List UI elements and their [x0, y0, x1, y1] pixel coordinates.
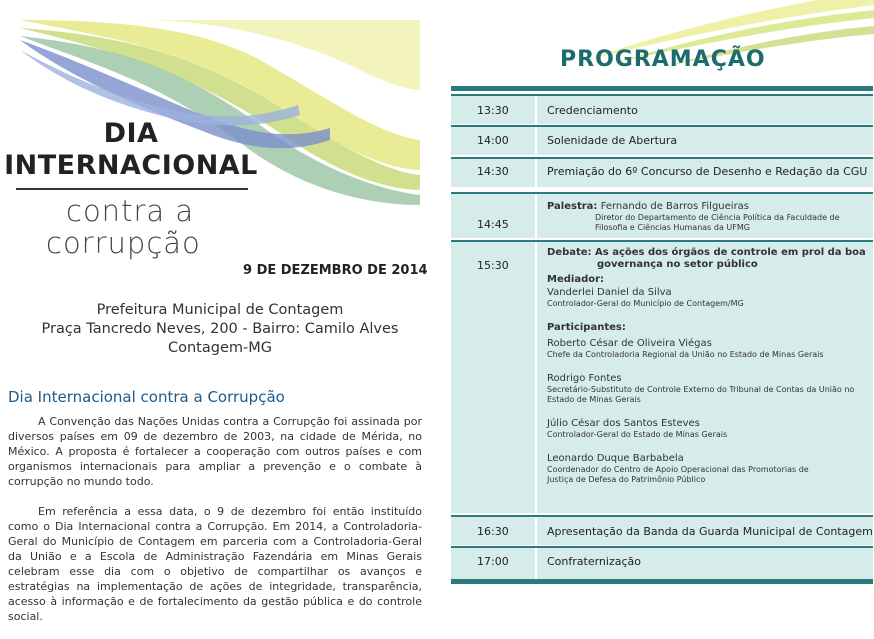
participant-role: Estado de Minas Gerais	[547, 395, 641, 404]
mediador-label: Mediador:	[547, 274, 605, 285]
debate-title: As ações dos órgãos de controle em prol da boa	[595, 247, 866, 258]
program-row	[451, 94, 873, 124]
section-title: Dia Internacional contra a Corrupção	[8, 388, 285, 406]
title-contra-a: contra a	[66, 194, 195, 228]
row-divider	[535, 517, 537, 545]
participant-role: Secretário-Substituto de Controle Externo do Tribunal de Contas da União no	[547, 385, 855, 394]
mediador-name: Vanderlei Daniel da Silva	[547, 287, 672, 298]
participant-role: Coordenador do Centro de Apoio Operacional das Promotorias de	[547, 465, 809, 474]
title-corrupcao: corrupção	[46, 226, 201, 260]
row-divider	[535, 159, 537, 187]
participant-role: Controlador-Geral do Estado de Minas Gerais	[547, 430, 728, 439]
venue-city: Contagem-MG	[168, 340, 272, 356]
title-dia: DIA	[103, 118, 159, 149]
row-label: Apresentação da Banda da Guarda Municipal de Contagem	[547, 525, 873, 538]
row-label: Premiação do 6º Concurso de Desenho e Redação da CGU	[547, 165, 868, 178]
body-text	[8, 414, 422, 639]
flyer-left-panel	[0, 0, 437, 623]
participant-name: Roberto César de Oliveira Viégas	[547, 338, 712, 349]
row-divider	[535, 194, 537, 238]
row-divider	[535, 548, 537, 579]
paragraph: Em referência a essa data, o 9 de dezembro foi então instituído como o Dia Internacional contra a Corrupção. Em 2014, a Controladoria-Geral do Município de Contagem em parceria com a Controladoria-Geral da União e a Escola de Administração Fazendária em Minas Gerais celebram esse dia com o objetivo de compartilhar os avanços e estratégias na implementação de ações de integridade, transparência, acesso à informação e de fortalecimento da gestão pública e do controle social.	[8, 505, 422, 623]
venue-block	[20, 301, 420, 358]
program-row-debate	[451, 240, 873, 513]
event-date: 9 DE DEZEMBRO DE 2014	[243, 263, 428, 278]
debate-prefix: Debate:	[547, 247, 592, 258]
row-time: 13:30	[477, 104, 509, 117]
venue-address: Praça Tancredo Neves, 200 - Bairro: Camilo Alves	[41, 321, 399, 337]
participant-name: Rodrigo Fontes	[547, 373, 622, 384]
program-top-rule	[451, 86, 873, 91]
participant-name: Leonardo Duque Barbabela	[547, 453, 684, 464]
program-row	[451, 157, 873, 187]
row-time: 14:00	[477, 134, 509, 147]
title-internacional: INTERNACIONAL	[4, 150, 258, 181]
debate-title: governança no setor público	[597, 259, 758, 270]
program-row	[451, 125, 873, 155]
debate-block	[547, 247, 867, 485]
program-row	[451, 515, 873, 545]
program-title: PROGRAMAÇÃO	[560, 47, 766, 72]
venue-name: Prefeitura Municipal de Contagem	[96, 302, 344, 318]
palestra-block	[547, 200, 840, 233]
palestra-prefix: Palestra:	[547, 201, 598, 212]
program-panel	[437, 0, 874, 608]
palestra-role: Filosofia e Ciências Humanas da UFMG	[595, 223, 750, 232]
row-time: 14:45	[477, 218, 509, 231]
participant-name: Júlio César dos Santos Esteves	[547, 418, 700, 429]
paragraph: A Convenção das Nações Unidas contra a Corrupção foi assinada por diversos países em 09 de dezembro de 2003, na cidade de Mérida, no México. A proposta é fortalecer a cooperação com outros países e com organismos internacionais para ampliar a prevenção e o combate à corrupção no mundo todo.	[8, 415, 422, 488]
row-label: Solenidade de Abertura	[547, 134, 678, 147]
row-time: 15:30	[477, 259, 509, 272]
row-label: Credenciamento	[547, 104, 638, 117]
program-row	[451, 546, 873, 579]
row-time: 14:30	[477, 165, 509, 178]
row-divider	[535, 242, 537, 513]
mediador-role: Controlador-Geral do Município de Contagem/MG	[547, 299, 744, 308]
participant-role: Justiça de Defesa do Patrimônio Público	[547, 475, 706, 484]
row-time: 16:30	[477, 525, 509, 538]
palestra-role: Diretor do Departamento de Ciência Política da Faculdade de	[595, 213, 840, 222]
row-divider	[535, 96, 537, 124]
row-time: 17:00	[477, 555, 509, 568]
title-divider	[16, 188, 248, 190]
participantes-label: Participantes:	[547, 322, 626, 333]
row-divider	[535, 127, 537, 155]
row-label: Confraternização	[547, 555, 641, 568]
palestra-speaker: Fernando de Barros Filgueiras	[600, 201, 750, 212]
participant-role: Chefe da Controladoria Regional da União no Estado de Minas Gerais	[547, 350, 824, 359]
program-bottom-rule	[451, 579, 873, 584]
program-row-palestra	[451, 192, 873, 238]
